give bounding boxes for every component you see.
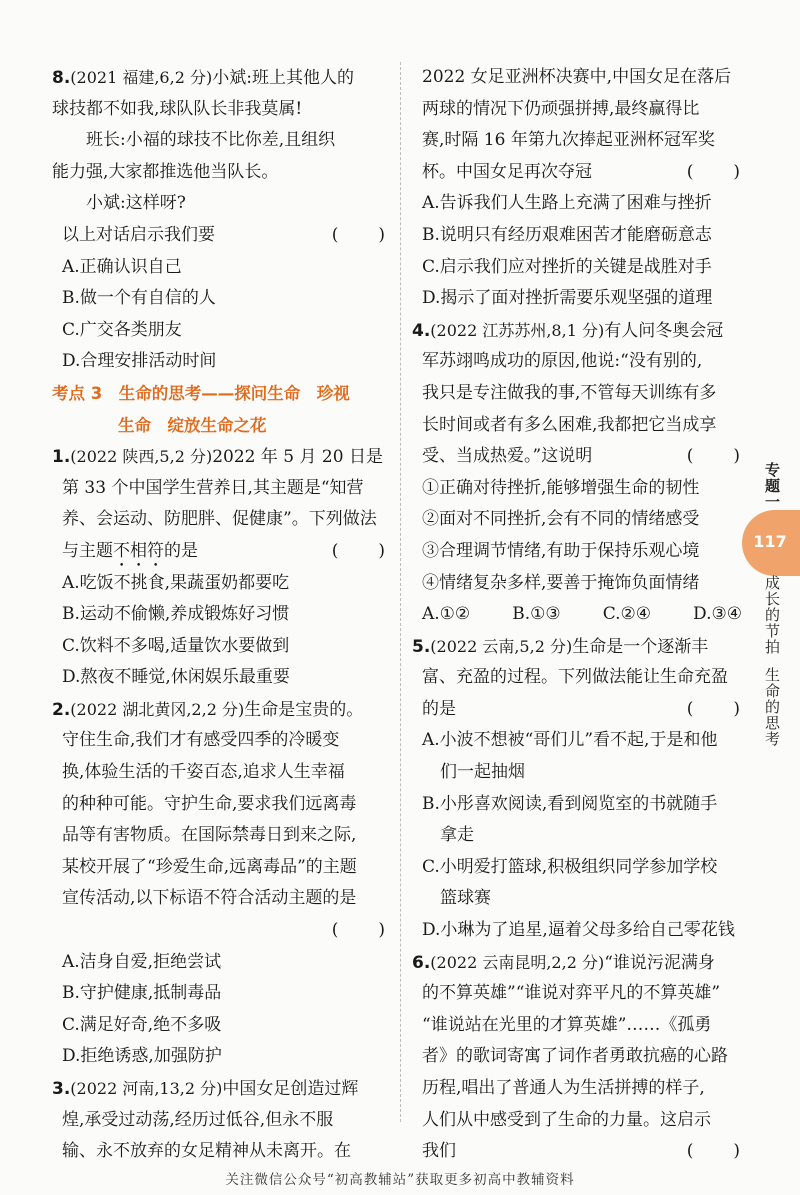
question-2-bracket-line (52, 915, 387, 947)
question-number: 8. (52, 68, 71, 88)
question-2-line-1 (52, 694, 387, 726)
question-8-option-a: A.正确认识自己 (62, 256, 182, 277)
question-8-option-c: C.广交各类朋友 (62, 319, 182, 340)
sidebar-topic-label: 专题一 (763, 462, 781, 510)
question-8-line-6 (52, 220, 387, 252)
question-3-line-7 (412, 157, 742, 189)
question-text: 中国女足创造过辉 (222, 1079, 359, 1099)
question-source: (2022 江苏苏州,8,1 分) (430, 320, 605, 340)
question-4-line-3: 我只是专注做我的事,不管每天训练有多 (422, 382, 717, 403)
question-2-option-d: D.拒绝诱惑,加强防护 (62, 1046, 222, 1067)
question-2-option-c: C.满足好奇,绝不多吸 (62, 1014, 222, 1035)
question-3-line-1 (52, 1073, 387, 1105)
question-5-option-c-cont: 篮球赛 (440, 888, 491, 909)
question-number: 1. (52, 447, 71, 468)
question-6-line-7 (412, 1136, 742, 1168)
question-2-line-2: 守住生命,我们才有感受四季的冷暖变 (62, 730, 340, 751)
question-1-line-4 (52, 536, 387, 568)
question-number: 4. (412, 320, 431, 341)
question-6-line-1 (412, 947, 742, 979)
question-4-item-3: ③合理调节情绪,有助于保持乐观心境 (422, 540, 700, 561)
question-text: “谁说污泥满身 (604, 952, 715, 973)
question-source: (2021 福建,6,2 分) (70, 68, 213, 87)
question-5-line-1 (412, 631, 742, 663)
question-text: 小斌:班上其他人的 (212, 68, 354, 88)
question-2-line-4: 的种种可能。守护生命,要求我们远离毒 (62, 793, 357, 814)
question-3-line-2: 煌,承受过动荡,经历过低谷,但永不服 (62, 1109, 334, 1130)
question-8-option-b: B.做一个有自信的人 (62, 288, 216, 309)
emphasized-text: 不相符 (113, 540, 164, 561)
option-c: C.②④ (602, 604, 651, 625)
section-heading-line-2 (52, 410, 387, 442)
question-8-line-5: 小斌:这样呀? (86, 193, 186, 214)
question-8-option-d: D.合理安排活动时间 (62, 351, 217, 372)
question-stem: 的是 (422, 698, 456, 719)
question-6-line-3: “谁说站在光里的才算英雄”……《孤勇 (422, 1014, 712, 1035)
question-5-option-a: A.小波不想被“哥们儿”看不起,于是和他 (422, 730, 718, 751)
question-6-line-2: 的不算英雄”“谁说对弈平凡的不算英雄” (422, 983, 721, 1004)
question-text: 的是 (164, 540, 198, 561)
page-footer: 关注微信公众号“初高教辅站”获取更多初高中教辅资料 (225, 1172, 575, 1188)
question-5-line-2: 富、充盈的过程。下列做法能让生命充盈 (422, 667, 728, 688)
question-stem: 我们 (422, 1141, 456, 1162)
question-source: (2022 云南,5,2 分) (430, 636, 573, 656)
question-text: 生命是宝贵的。 (244, 699, 364, 720)
answer-bracket: ( ) (686, 1141, 742, 1162)
question-3-line-4: 2022 女足亚洲杯决赛中,中国女足在落后 (422, 67, 732, 87)
question-4-line-4: 长时间或者有多么困难,我都把它当成享 (422, 414, 717, 435)
page-number: 117 (753, 532, 787, 551)
question-8-line-2: 球技都不如我,球队队长非我莫属! (52, 98, 303, 119)
question-1-option-b: B.运动不偷懒,养成锻炼好习惯 (62, 604, 290, 625)
question-1-option-c: C.饮料不多喝,适量饮水要做到 (62, 635, 290, 656)
question-1-option-a: A.吃饭不挑食,果蔬蛋奶都要吃 (62, 572, 290, 593)
question-text: 有人问冬奥会冠 (604, 320, 724, 341)
question-5-line-3 (412, 694, 742, 726)
question-4-line-2: 军苏翊鸣成功的原因,他说:“没有别的, (422, 351, 703, 372)
answer-bracket: ( ) (686, 161, 742, 182)
question-3-line-6: 赛,时隔 16 年第九次捧起亚洲杯冠军奖 (422, 130, 715, 151)
question-4-item-1: ①正确对待挫折,能够增强生命的韧性 (422, 477, 700, 498)
question-text: 生命是一个逐渐丰 (572, 636, 709, 657)
question-3-line-5: 两球的情况下仍顽强拼搏,最终赢得比 (422, 98, 700, 119)
question-source: (2022 湖北黄冈,2,2 分) (70, 699, 245, 719)
question-5-option-a-cont: 们一起抽烟 (440, 762, 525, 783)
question-6-line-4: 者》的歌词寄寓了词作者勇敢抗癌的心路 (422, 1046, 728, 1067)
question-3-option-b: B.说明只有经历艰难困苦才能磨砺意志 (422, 224, 712, 245)
question-1-line-2: 第 33 个中国学生营养日,其主题是“知营 (62, 477, 364, 498)
question-1-option-d: D.熬夜不睡觉,休闲娱乐最重要 (62, 667, 290, 688)
question-6-line-5: 历程,唱出了普通人为生活拼搏的样子, (422, 1078, 705, 1098)
answer-bracket: ( ) (686, 446, 742, 467)
question-number: 2. (52, 699, 71, 720)
sidebar-lesson-label: 生命的思考 (763, 667, 781, 747)
question-5-option-c: C.小明爱打篮球,积极组织同学参加学校 (422, 856, 718, 877)
question-2-option-b: B.守护健康,抵制毒品 (62, 983, 222, 1004)
section-heading-text: 生命 绽放生命之花 (118, 415, 267, 435)
question-6-line-6: 人们从中感受到了生命的力量。这启示 (422, 1109, 711, 1130)
question-stem: 以上对话启示我们要 (62, 224, 215, 245)
question-2-line-7: 宣传活动,以下标语不符合活动主题的是 (62, 888, 357, 909)
sidebar-book-title: 成长的节拍 (763, 575, 781, 655)
question-5-option-b: B.小彤喜欢阅读,看到阅览室的书就随手 (422, 793, 718, 814)
question-8-line-3: 班长:小福的球技不比你差,且组织 (86, 130, 336, 151)
question-4-item-2: ②面对不同挫折,会有不同的情绪感受 (422, 509, 700, 530)
question-3-option-a: A.告诉我们人生路上充满了困难与挫折 (422, 193, 712, 214)
question-source: (2022 陕西,5,2 分) (70, 447, 213, 467)
question-5-option-d: D.小琳为了追星,逼着父母多给自己零花钱 (422, 920, 735, 941)
right-column (412, 62, 742, 1168)
question-number: 3. (52, 1079, 71, 1099)
answer-bracket: ( ) (686, 698, 742, 719)
question-5-option-b-cont: 拿走 (440, 825, 474, 846)
question-2-line-3: 换,体验生活的千姿百态,追求人生幸福 (62, 762, 345, 783)
question-4-options (412, 599, 742, 631)
question-4-line-1 (412, 315, 742, 347)
question-4-line-5 (412, 441, 742, 473)
question-8-line-4: 能力强,大家都推选他当队长。 (52, 161, 279, 182)
question-4-item-4: ④情绪复杂多样,要善于掩饰负面情绪 (422, 572, 700, 593)
question-source: (2022 河南,13,2 分) (70, 1079, 223, 1098)
answer-bracket: ( ) (331, 920, 387, 941)
question-2-option-a: A.洁身自爱,拒绝尝试 (62, 951, 222, 972)
answer-bracket: ( ) (331, 224, 387, 245)
left-column (52, 62, 387, 1168)
question-2-line-5: 品等有害物质。在国际禁毒日到来之际, (62, 825, 357, 846)
option-b: B.①③ (512, 604, 561, 625)
answer-bracket: ( ) (331, 540, 387, 561)
question-1-line-1 (52, 441, 387, 473)
option-d: D.③④ (693, 604, 742, 625)
question-2-line-6: 某校开展了“珍爱生命,远离毒品”的主题 (62, 856, 357, 877)
column-divider (400, 62, 401, 1122)
question-source: (2022 云南昆明,2,2 分) (430, 952, 605, 972)
question-text: 与主题 (62, 540, 113, 561)
question-stem: 杯。中国女足再次夺冠 (422, 161, 592, 182)
section-heading-line-1: 考点 3 生命的思考——探问生命 珍视 (52, 383, 350, 403)
question-3-line-3: 输、永不放弃的女足精神从未离开。在 (62, 1141, 351, 1162)
question-3-option-d: D.揭示了面对挫折需要乐观坚强的道理 (422, 288, 713, 309)
question-1-line-3: 养、会运动、防肥胖、促健康”。下列做法 (62, 509, 377, 530)
question-8-line-1 (52, 62, 387, 94)
option-a: A.①② (422, 604, 471, 625)
question-number: 5. (412, 636, 431, 657)
question-number: 6. (412, 952, 431, 973)
question-text: 2022 年 5 月 20 日是 (212, 447, 383, 468)
question-stem: 受、当成热爱。”这说明 (422, 446, 593, 467)
question-3-option-c: C.启示我们应对挫折的关键是战胜对手 (422, 256, 712, 277)
